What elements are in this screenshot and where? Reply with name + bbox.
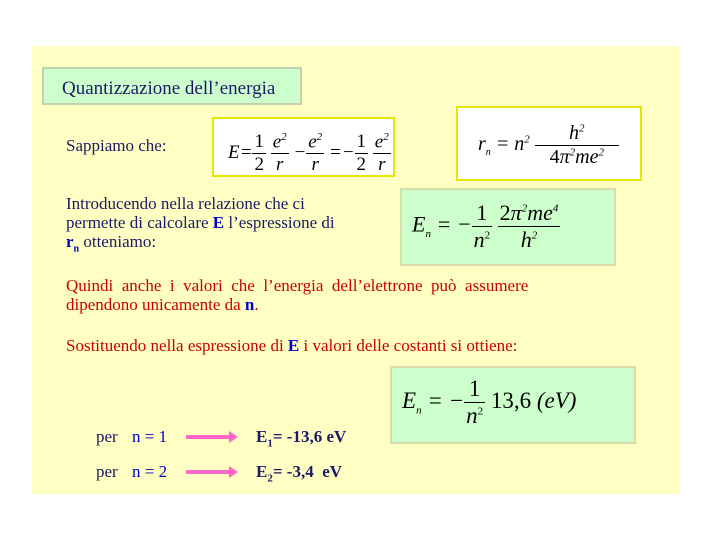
energy-level-formula: $E_n$ = − $\frac{1}{n^2}$ $\frac{2\pi^2me^4}{h^2}$ — [412, 200, 559, 252]
radius-formula: $r_n = n^2$ $\frac{h^2}{4\pi^2me^2}$ — [478, 122, 619, 169]
arrow-icon — [186, 470, 230, 474]
result-row-2-value: $E_2= -3,4$ eV — [256, 462, 343, 485]
slide-title: Quantizzazione dell’energia — [42, 67, 302, 105]
energy-formula: E= $\frac{1}{2}$ $\frac{e^2}{r}$ − $\frac{e^2}{r}$ =− $\frac{1}{2}$ $\frac{e^2}{r}$ — [228, 131, 389, 176]
sappiamo-text: Sappiamo che: — [66, 136, 167, 155]
numeric-energy-formula-box — [390, 366, 636, 444]
quindi-line-1: Quindi anche i valori che l’energia dell’elettrone può assumere — [66, 276, 529, 295]
energy-formula-box — [212, 117, 395, 177]
result-row-2-n: n = 2 — [132, 462, 168, 481]
result-row-1-n: n = 1 — [132, 427, 168, 446]
sostituendo-text: Sostituendo nella espressione di E i valori delle costanti si ottiene: — [66, 336, 518, 355]
quindi-line-2: dipendono unicamente da n. — [66, 295, 259, 314]
quindi-paragraph — [66, 276, 654, 314]
intro-line-3: $r_n$ otteniamo: — [66, 232, 157, 255]
numeric-energy-formula: $E_n$ = − $\frac{1}{n^2}$ 13,6 (eV) — [402, 376, 577, 428]
intro-line-1: Introducendo nella relazione che ci — [66, 194, 305, 213]
result-row-1-per: per — [96, 427, 118, 446]
result-row-1-value: $E_1= -13,6$ eV — [256, 427, 347, 450]
radius-formula-box — [456, 106, 642, 181]
result-row-2-per: per — [96, 462, 118, 481]
intro-paragraph — [66, 194, 396, 258]
intro-line-2: permette di calcolare E l’espressione di — [66, 213, 335, 232]
arrow-icon — [186, 435, 230, 439]
energy-level-formula-box — [400, 188, 616, 266]
